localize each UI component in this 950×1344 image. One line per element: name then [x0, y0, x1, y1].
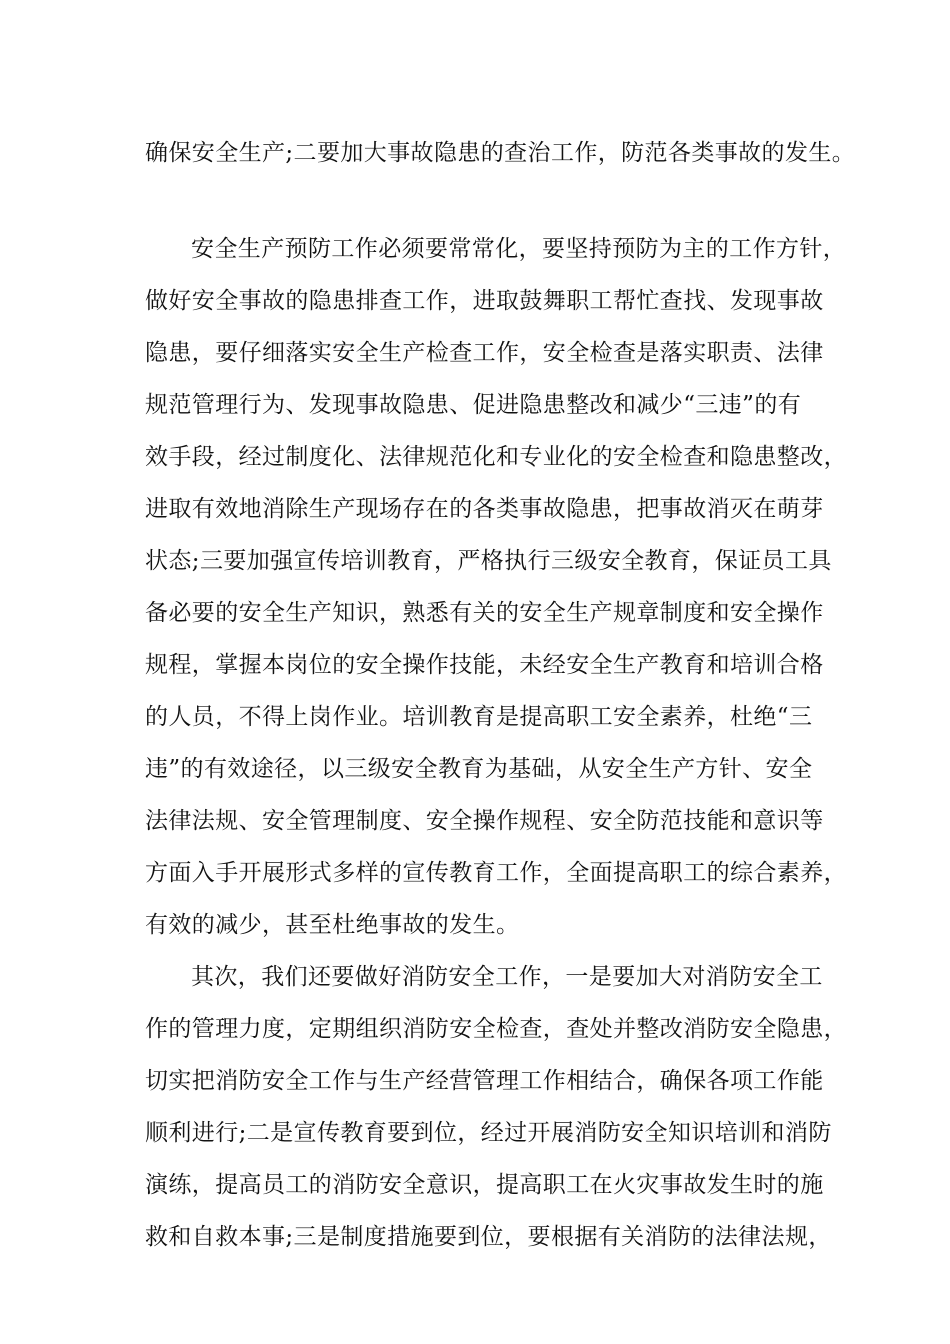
- paragraph-2-line-6: 进取有效地消除生产现场存在的各类事故隐患，把事故消灭在萌芽: [145, 496, 824, 522]
- paragraph-1-line-1: 确保安全生产;二要加大事故隐患的查治工作，防范各类事故的发生。: [145, 140, 856, 166]
- paragraph-3-line-6: 救和自救本事;三是制度措施要到位，要根据有关消防的法律法规，: [145, 1224, 832, 1250]
- paragraph-2-line-12: 法律法规、安全管理制度、安全操作规程、安全防范技能和意识等: [145, 808, 824, 834]
- paragraph-3-line-5: 演练，提高员工的消防安全意识，提高职工在火灾事故发生时的施: [145, 1172, 824, 1198]
- paragraph-2-line-5: 效手段，经过制度化、法律规范化和专业化的安全检查和隐患整改，: [145, 444, 847, 470]
- paragraph-2-line-7: 状态;三要加强宣传培训教育，严格执行三级安全教育，保证员工具: [145, 548, 832, 574]
- paragraph-2-line-10: 的人员，不得上岗作业。培训教育是提高职工安全素养，杜绝“三: [145, 704, 813, 730]
- paragraph-3-line-1: 其次，我们还要做好消防安全工作，一是要加大对消防安全工: [191, 964, 823, 990]
- paragraph-2-line-13: 方面入手开展形式多样的宣传教育工作，全面提高职工的综合素养，: [145, 860, 847, 886]
- paragraph-2-line-1: 安全生产预防工作必须要常常化，要坚持预防为主的工作方针，: [191, 236, 847, 262]
- paragraph-2-line-8: 备必要的安全生产知识，熟悉有关的安全生产规章制度和安全操作: [145, 600, 824, 626]
- paragraph-3-line-4: 顺利进行;二是宣传教育要到位，经过开展消防安全知识培训和消防: [145, 1120, 832, 1146]
- paragraph-2-line-4: 规范管理行为、发现事故隐患、促进隐患整改和减少“三违”的有: [145, 392, 802, 418]
- paragraph-3-line-2: 作的管理力度，定期组织消防安全检查，查处并整改消防安全隐患，: [145, 1016, 847, 1042]
- paragraph-3-line-3: 切实把消防安全工作与生产经营管理工作相结合，确保各项工作能: [145, 1068, 824, 1094]
- paragraph-2-line-14: 有效的减少，甚至杜绝事故的发生。: [145, 912, 520, 938]
- paragraph-2-line-11: 违”的有效途径，以三级安全教育为基础，从安全生产方针、安全: [145, 756, 813, 782]
- paragraph-2-line-3: 隐患，要仔细落实安全生产检查工作，安全检查是落实职责、法律: [145, 340, 824, 366]
- paragraph-2-line-2: 做好安全事故的隐患排查工作，进取鼓舞职工帮忙查找、发现事故: [145, 288, 824, 314]
- paragraph-2-line-9: 规程，掌握本岗位的安全操作技能，未经安全生产教育和培训合格: [145, 652, 824, 678]
